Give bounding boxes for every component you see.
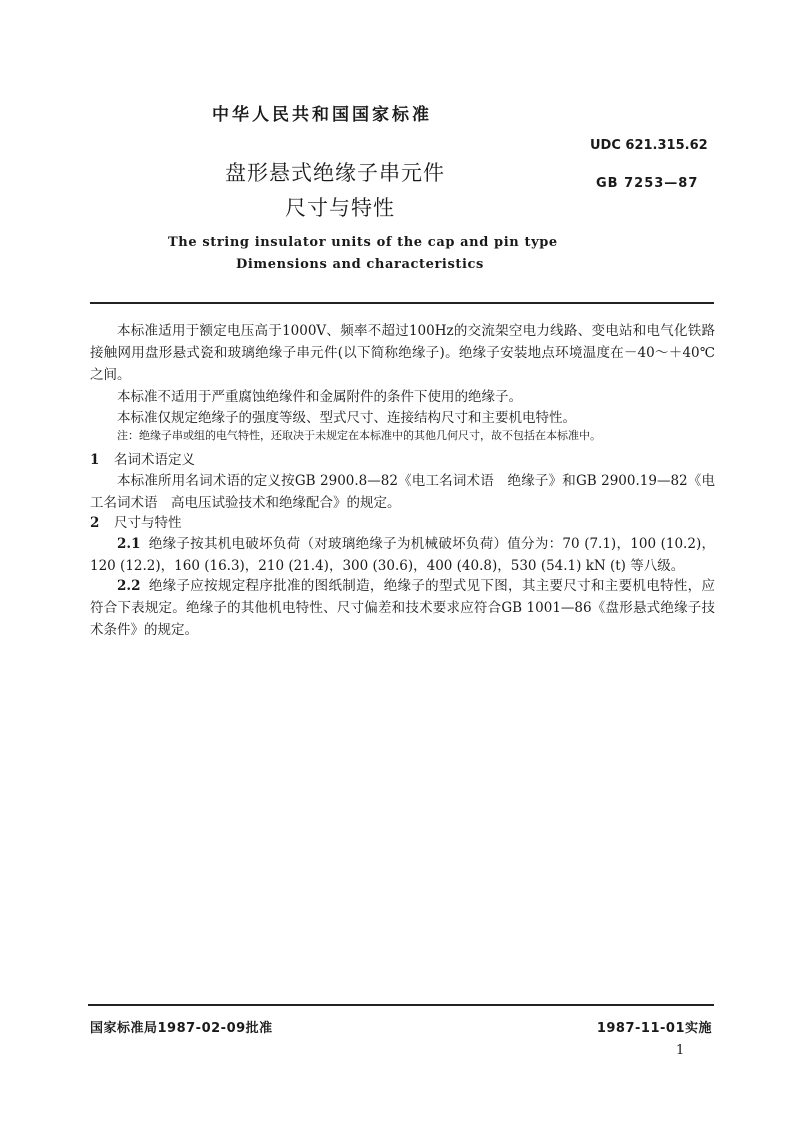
title-en-line2: Dimensions and characteristics — [236, 257, 484, 272]
implementation-date: 1987-11-01实施 — [596, 1021, 712, 1036]
exclusion-paragraph: 本标准不适用于严重腐蚀绝缘件和金属附件的条件下使用的绝缘子。 — [117, 389, 522, 405]
title-en-line1: The string insulator units of the cap and pin type — [168, 235, 558, 250]
approval-date: 国家标准局1987-02-09批准 — [90, 1021, 273, 1036]
note-text: 注：绝缘子串或组的电气特性，还取决于未规定在本标准中的其他几何尺寸，故不包括在本标准中。 — [117, 429, 601, 442]
clause-2-2-text: 绝缘子应按规定程序批准的图纸制造，绝缘子的型式见下图，其主要尺寸和主要机电特性，应符合下表规定。绝缘子的其他机电特性、尺寸偏差和技术要求应符合GB 1001—86《盘形悬式绝缘子技术条件》的规定。 — [90, 578, 715, 638]
udc-code: UDC 621.315.62 — [590, 138, 708, 153]
clause-2-2-number: 2.2 — [117, 578, 141, 594]
footer-divider — [88, 1004, 714, 1006]
coverage-paragraph: 本标准仅规定绝缘子的强度等级、型式尺寸、连接结构尺寸和主要机电特性。 — [117, 410, 576, 426]
section-1-title: 名词术语定义 — [114, 452, 195, 468]
section-1-text: 本标准所用名词术语的定义按GB 2900.8—82《电工名词术语 绝缘子》和GB 2900.19—82《电工名词术语 高电压试验技术和绝缘配合》的规定。 — [90, 473, 715, 511]
section-1-heading — [90, 450, 195, 470]
clause-2-1-text: 绝缘子按其机电破坏负荷（对玻璃绝缘子为机械破坏负荷）值分为：70 (7.1)，100 (10.2)，120 (12.2)，160 (16.3)，210 (21.4)，300 (30.6)，400 (40.8)，530 (54.1) kN (t) 等八级。 — [90, 536, 715, 574]
section-1-number: 1 — [90, 452, 100, 468]
clause-2-1-number: 2.1 — [117, 536, 141, 552]
clause-2-1 — [90, 533, 715, 577]
section-2-title: 尺寸与特性 — [114, 515, 182, 531]
page-number: 1 — [676, 1043, 685, 1058]
standard-number: GB 7253—87 — [596, 176, 699, 191]
scope-paragraph: 本标准适用于额定电压高于1000V、频率不超过100Hz的交流架空电力线路、变电站和电气化铁路接触网用盘形悬式瓷和玻璃绝缘子串元件(以下简称绝缘子)。绝缘子安装地点环境温度在－40～＋40℃之间。 — [90, 323, 715, 383]
title-cn-line2: 尺寸与特性 — [285, 196, 395, 220]
issuing-organization: 中华人民共和国国家标准 — [212, 105, 432, 125]
header-divider — [90, 302, 714, 304]
clause-2-2 — [90, 575, 715, 641]
section-2-number: 2 — [90, 515, 100, 531]
title-cn-line1: 盘形悬式绝缘子串元件 — [225, 161, 445, 185]
section-2-heading — [90, 513, 182, 533]
